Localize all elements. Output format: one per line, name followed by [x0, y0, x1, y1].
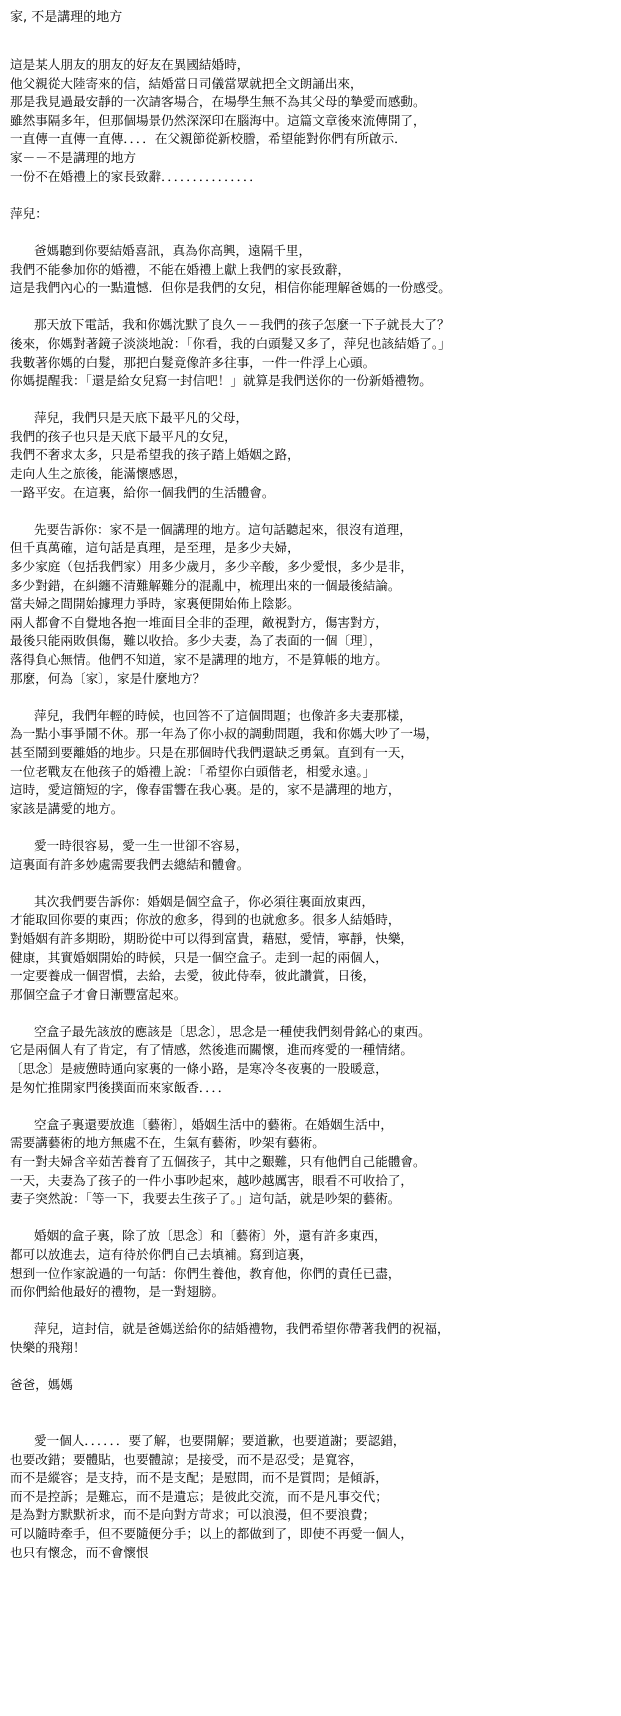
text-line: 落得負心無情。他們不知道，家不是講理的地方，不是算帳的地方。 — [10, 652, 388, 667]
text-line: 這是某人朋友的朋友的好友在異國結婚時， — [10, 57, 250, 72]
text-line: 婚姻的盒子裏，除了放〔思念〕和〔藝術〕外，還有許多東西， — [10, 1228, 387, 1244]
paragraph-gap — [0, 1302, 621, 1321]
text-line: 我數著你媽的白髮，那把白髮竟像許多往事，一件一件浮上心頭。 — [10, 354, 376, 370]
text-line: 萍兒，我們年輕的時候，也回答不了這個問題；也像許多夫妻那樣， — [10, 707, 412, 723]
text-line: 快樂的飛翔！ — [10, 1339, 86, 1355]
text-line: 他父親從大陸寄來的信，結婚當日司儀當眾就把全文朗誦出來， — [10, 75, 363, 91]
paragraph-gap — [0, 391, 621, 410]
text-line: 兩人都會不自覺地各抱一堆面目全非的歪理，敵視對方，傷害對方， — [10, 614, 388, 630]
paragraph-gap — [0, 223, 621, 242]
text-line: 那麼，何為〔家〕，家是什麼地方？ — [10, 670, 206, 686]
paragraph-gap — [0, 874, 621, 893]
page-title: 家, 不是講理的地方 — [10, 10, 123, 25]
text-line: 後來，你媽對著鏡子淡淡地說：「你看，我的白頭髮又多了，萍兒也該結婚了。」 — [10, 335, 451, 351]
text-line: 爸爸，媽媽 — [10, 1377, 73, 1393]
text-line: 爸媽聽到你要結婚喜訊，真為你高興，遠隔千里， — [10, 242, 312, 258]
paragraph-gap — [0, 1413, 621, 1432]
text-line: 那是我見過最安靜的一次請客場合，在場學生無不為其父母的摯愛而感動。 — [10, 94, 426, 110]
paragraph — [0, 1432, 621, 1562]
paragraph-gap — [0, 186, 621, 205]
text-line: 先要告訴你：家不是一個講理的地方。這句話聽起來，很沒有道理， — [10, 521, 412, 537]
paragraph-gap — [0, 1395, 621, 1414]
text-line: 一路平安。在這裏，給你一個我們的生活體會。 — [10, 484, 275, 500]
text-line: 其次我們要告訴你：婚姻是個空盒子，你必須往裏面放東西， — [10, 893, 375, 909]
paragraph — [0, 1116, 621, 1209]
text-line: 愛一時很容易，愛一生一世卻不容易， — [10, 837, 249, 853]
text-line: 我們不能參加你的婚禮，不能在婚禮上獻上我們的家長致辭， — [10, 261, 351, 277]
paragraph — [0, 707, 621, 819]
text-line: 而你們給他最好的禮物，是一對翅膀。 — [10, 1284, 225, 1300]
paragraph-gap — [0, 688, 621, 707]
text-line: 萍兒： — [10, 205, 48, 221]
paragraph — [0, 1227, 621, 1301]
text-line: 萍兒，我們只是天底下最平凡的父母， — [10, 410, 249, 426]
text-line: 也要改錯；要體貼，也要體諒；是接受，而不是忍受；是寬容， — [10, 1451, 363, 1467]
text-line: 一直傳一直傳一直傳．．．．在父親節從新校謄，希望能對你們有所啟示． — [10, 131, 407, 147]
text-line: 才能取回你要的東西；你放的愈多，得到的也就愈多。很多人結婚時， — [10, 912, 401, 928]
text-line: 空盒子最先該放的應該是〔思念〕，思念是一種使我們刻骨銘心的東西。 — [10, 1023, 431, 1039]
paragraph-gap — [0, 1004, 621, 1023]
text-line: 都可以放進去，這有待於你們自己去填補。寫到這裏， — [10, 1247, 313, 1262]
paragraph-gap — [0, 1358, 621, 1377]
paragraph — [0, 1320, 621, 1357]
paragraph-gap — [0, 298, 621, 317]
paragraph-gap — [0, 502, 621, 521]
text-line: 走向人生之旅後，能滿懷感恩， — [10, 466, 187, 482]
text-line: 一份不在婚禮上的家長致辭．．．．．．．．．．．．．．． — [10, 168, 262, 184]
text-line: 妻子突然說：「等一下，我要去生孩子了。」這句話，就是吵架的藝術。 — [10, 1191, 401, 1207]
text-line: 多少家庭（包括我們家）用多少歲月，多少辛酸，多少愛恨，多少是非， — [10, 559, 413, 575]
paragraph — [0, 409, 621, 502]
text-line: 它是兩個人有了肯定，有了情感，然後進而關懷，進而疼愛的一種情緒。 — [10, 1042, 413, 1058]
text-line: 我們不奢求太多，只是希望我的孩子踏上婚姻之路， — [10, 447, 300, 463]
text-line: 需要講藝術的地方無處不在，生氣有藝術，吵架有藝術。 — [10, 1135, 325, 1151]
text-line: 雖然事隔多年，但那個場景仍然深深印在腦海中。這篇文章後來流傳開了， — [10, 112, 426, 128]
text-line: 多少對錯，在糾纏不清難解難分的混亂中，梳理出來的一個最後結論。 — [10, 577, 401, 593]
paragraph — [0, 316, 621, 390]
text-line: 這是我們內心的一點遺憾．但你是我們的女兒，相信你能理解爸媽的一份感受。 — [10, 280, 451, 296]
text-line: 有一對夫婦含辛茹苦養育了五個孩子，其中之艱難，只有他們自己能體會。 — [10, 1154, 426, 1170]
text-line: 空盒子裏還要放進〔藝術〕，婚姻生活中的藝術。在婚姻生活中， — [10, 1116, 393, 1132]
text-line: 一位老戰友在他孩子的婚禮上說：「希望你白頭偕老，相愛永遠。」 — [10, 763, 376, 779]
letter-body — [0, 56, 621, 1562]
text-line: 是匆忙推開家門後撲面而來家飯香．．．． — [10, 1079, 231, 1095]
text-line: 當夫婦之間開始據理力爭時，家裏便開始佈上陰影。 — [10, 596, 300, 612]
text-line: 〔思念〕是疲憊時通向家裏的一條小路，是寒冷冬夜裏的一股暖意， — [10, 1061, 388, 1077]
paragraph — [0, 205, 621, 224]
text-line: 最後只能兩敗俱傷，難以收拾。多少夫妻，為了表面的一個〔理〕， — [10, 633, 382, 649]
text-line: 也只有懷念，而不會懷恨 — [10, 1544, 149, 1560]
paragraph — [0, 242, 621, 298]
text-line: 這時，愛這簡短的字，像春雷響在我心裏。是的，家不是講理的地方， — [10, 782, 401, 798]
paragraph — [0, 521, 621, 688]
text-line: 為一點小事爭鬧不休。那一年為了你小叔的調動問題，我和你媽大吵了一場， — [10, 726, 439, 742]
text-line: 可以隨時牽手，但不要隨便分手；以上的都做到了，即使不再愛一個人， — [10, 1525, 413, 1541]
text-line: 那天放下電話，我和你媽沈默了良久－－我們的孩子怎麼一下子就長大了？ — [10, 317, 450, 333]
text-line: 但千真萬確，這句話是真理，是至理，是多少夫婦， — [10, 540, 300, 556]
paragraph — [0, 837, 621, 874]
text-line: 那個空盒子才會日漸豐富起來。 — [10, 986, 187, 1002]
text-line: 一定要養成一個習慣，去給，去愛，彼此侍奉，彼此讚賞，日後， — [10, 968, 376, 984]
paragraph-gap — [0, 1097, 621, 1116]
text-line: 愛一個人．．．．．．要了解，也要開解；要道歉，也要道謝；要認錯， — [10, 1432, 406, 1448]
paragraph — [0, 893, 621, 1005]
text-line: 是為對方默默祈求，而不是向對方苛求；可以浪漫，但不要浪費； — [10, 1507, 376, 1523]
text-line: 家該是講愛的地方。 — [10, 800, 124, 816]
text-line: 這裏面有許多妙處需要我們去總結和體會。 — [10, 856, 250, 872]
text-line: 家－－不是講理的地方 — [10, 149, 136, 165]
paragraph-gap — [0, 1209, 621, 1228]
text-line: 對婚姻有許多期盼，期盼從中可以得到富貴，藉慰，愛情，寧靜，快樂， — [10, 930, 413, 946]
text-line: 萍兒，這封信，就是爸媽送給你的結婚禮物，我們希望你帶著我們的祝福， — [10, 1321, 450, 1337]
paragraph — [0, 56, 621, 186]
text-line: 你媽提醒我：「還是給女兒寫一封信吧！」就算是我們送你的一份新婚禮物。 — [10, 373, 432, 389]
text-line: 一天，夫妻為了孩子的一件小事吵起來，越吵越厲害，眼看不可收拾了， — [10, 1172, 413, 1188]
paragraph — [0, 1023, 621, 1097]
text-line: 甚至鬧到要離婚的地步。只是在那個時代我們還缺乏勇氣。直到有一天， — [10, 744, 413, 760]
paragraph — [0, 1376, 621, 1395]
text-line: 而不是控訴；是難忘，而不是遺忘；是彼此交流，而不是凡事交代； — [10, 1488, 388, 1504]
text-line: 想到一位作家說過的一句話：你們生養他，教育他，你們的責任已盡， — [10, 1265, 401, 1281]
paragraph-gap — [0, 818, 621, 837]
text-line: 我們的孩子也只是天底下最平凡的女兒， — [10, 428, 237, 444]
text-line: 而不是縱容；是支持，而不是支配；是慰問，而不是質問；是傾訴， — [10, 1470, 388, 1486]
text-line: 健康，其實婚姻開始的時候，只是一個空盒子。走到一起的兩個人， — [10, 949, 388, 965]
